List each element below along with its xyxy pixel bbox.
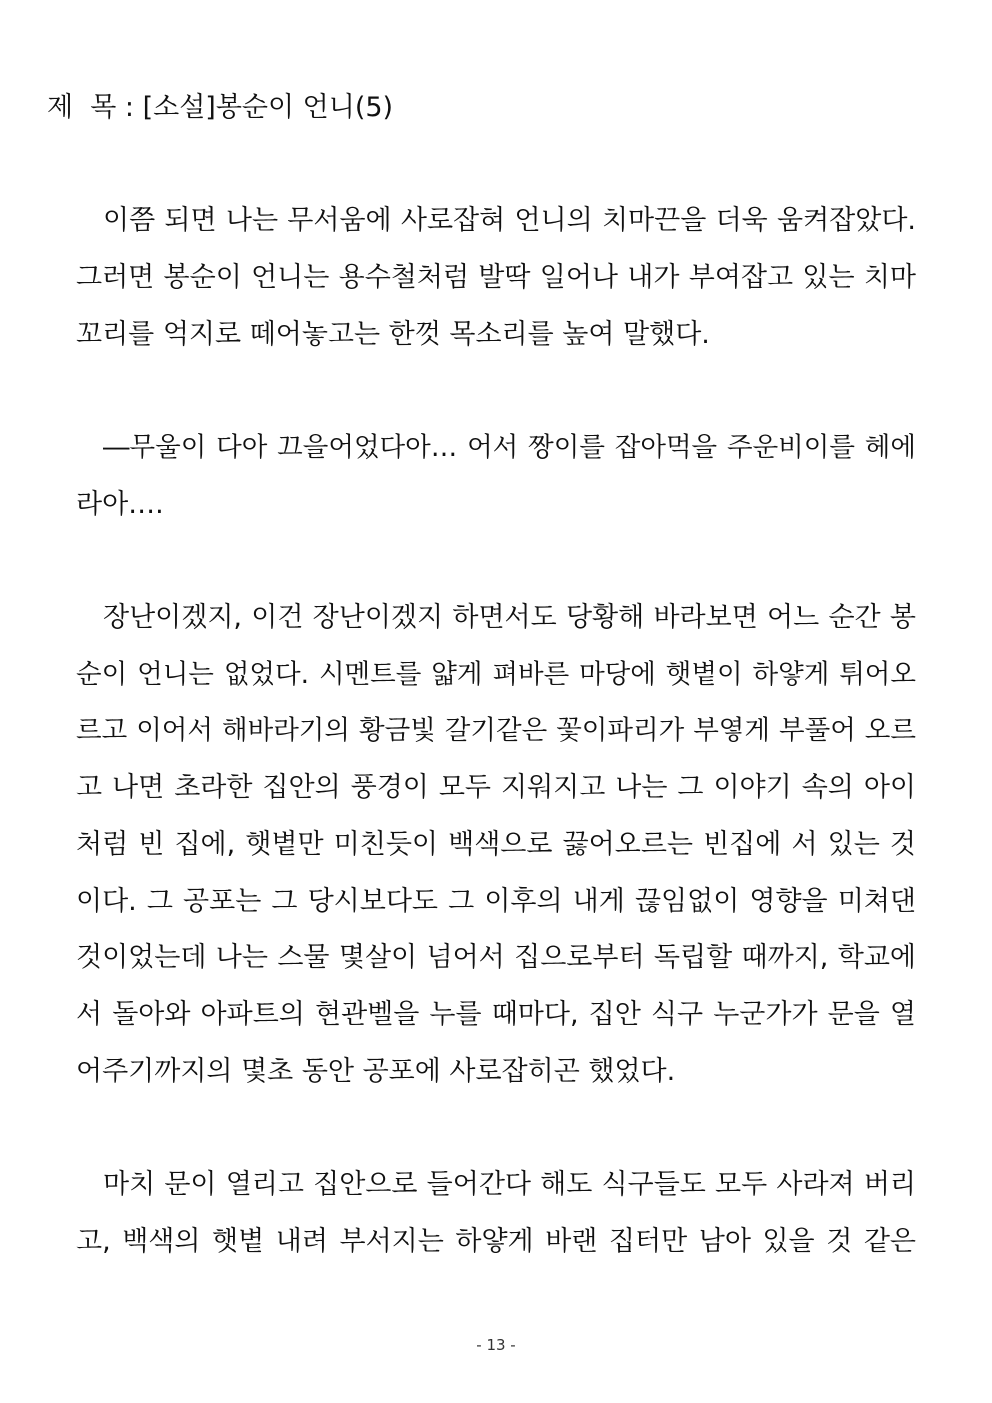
paragraph-line: 서 돌아와 아파트의 현관벨을 누를 때마다, 집안 식구 누군가가 문을 열: [76, 999, 916, 1030]
paragraph-line: 이다. 그 공포는 그 당시보다도 그 이후의 내게 끊임없이 영향을 미쳐댄: [76, 886, 916, 917]
paragraph-line: 르고 이어서 해바라기의 황금빛 갈기같은 꽃이파리가 부옇게 부풀어 오르: [76, 715, 916, 746]
paragraph-line: 장난이겠지, 이건 장난이겠지 하면서도 당황해 바라보면 어느 순간 봉: [103, 602, 916, 633]
paragraph-line: 처럼 빈 집에, 햇볕만 미친듯이 백색으로 끓어오르는 빈집에 서 있는 것: [76, 829, 916, 860]
paragraph-line: 고, 백색의 햇볕 내려 부서지는 하얗게 바랜 집터만 남아 있을 것 같은: [76, 1226, 916, 1257]
paragraph-line: 라아….: [76, 489, 164, 520]
paragraph-line: 것이었는데 나는 스물 몇살이 넘어서 집으로부터 독립할 때까지, 학교에: [76, 942, 916, 973]
paragraph-line: 순이 언니는 없었다. 시멘트를 얇게 펴바른 마당에 햇볕이 하얗게 튀어오: [76, 659, 916, 690]
paragraph-line: 어주기까지의 몇초 동안 공포에 사로잡히곤 했었다.: [76, 1056, 676, 1087]
page-number: - 13 -: [476, 1336, 516, 1354]
paragraph-line: ―무울이 다아 끄을어었다아… 어서 짱이를 잡아먹을 주운비이를 헤에: [103, 432, 916, 463]
paragraph-line: 이쯤 되면 나는 무서움에 사로잡혀 언니의 치마끈을 더욱 움켜잡았다.: [103, 205, 916, 236]
document-title: 제 목 : [소설]봉순이 언니(5): [47, 92, 394, 123]
paragraph-line: 마치 문이 열리고 집안으로 들어간다 해도 식구들도 모두 사라져 버리: [103, 1169, 916, 1200]
paragraph-line: 꼬리를 억지로 떼어놓고는 한껏 목소리를 높여 말했다.: [76, 319, 710, 350]
paragraph-line: 고 나면 초라한 집안의 풍경이 모두 지워지고 나는 그 이야기 속의 아이: [76, 772, 916, 803]
paragraph-line: 그러면 봉순이 언니는 용수철처럼 발딱 일어나 내가 부여잡고 있는 치마: [76, 262, 916, 293]
